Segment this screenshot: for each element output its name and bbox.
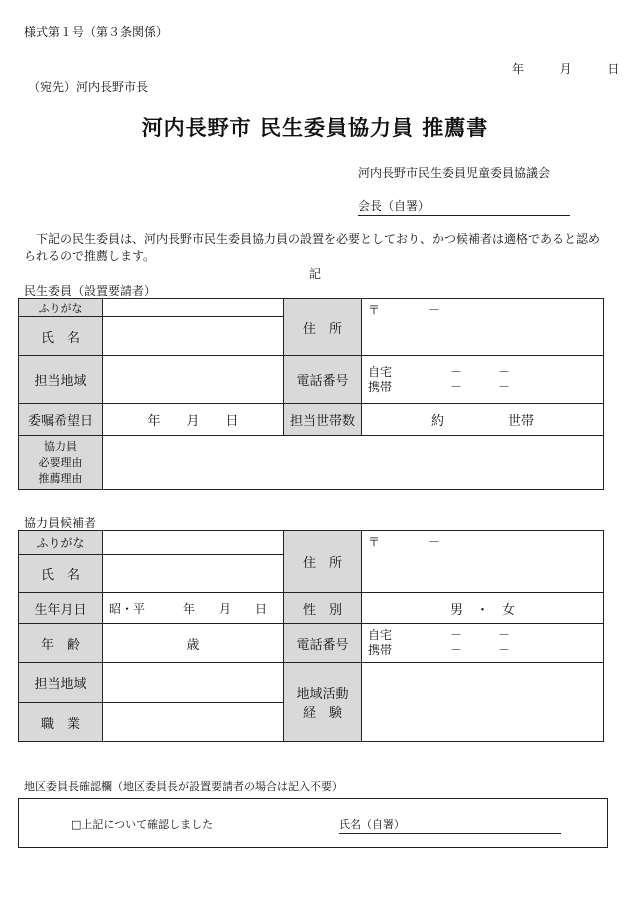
section1-heading: 民生委員（設置要請者） xyxy=(24,284,157,298)
phone-label: 電話番号 xyxy=(284,356,362,404)
candidate-furigana-label: ふりがな xyxy=(19,531,103,555)
birth-ymd: 年 月 日 xyxy=(183,601,268,616)
gender-label: 性 別 xyxy=(284,593,362,624)
home-label: 自宅 xyxy=(368,364,393,379)
gender-field[interactable]: 男 ・ 女 xyxy=(362,593,604,624)
section2-heading: 協力員候補者 xyxy=(24,516,97,530)
candidate-postal-mark: 〒 － xyxy=(368,535,441,549)
home-dashes: － － xyxy=(450,364,511,379)
section1-table xyxy=(18,298,604,490)
council-name: 河内長野市民生委員児童委員協議会 xyxy=(358,166,551,180)
date-day: 日 xyxy=(607,62,620,76)
furigana-field[interactable] xyxy=(103,299,284,317)
mobile-label: 携帯 xyxy=(368,379,393,394)
confirm-sign-line[interactable] xyxy=(339,816,561,834)
candidate-home-label: 自宅 xyxy=(368,628,393,642)
household-unit: 世帯 xyxy=(508,414,535,429)
candidate-name-label: 氏 名 xyxy=(19,555,103,593)
candidate-name-field[interactable] xyxy=(103,555,284,593)
reason-line3: 推薦理由 xyxy=(38,471,83,485)
candidate-mobile-dashes: － － xyxy=(450,643,511,657)
address-label: 住 所 xyxy=(284,299,362,356)
confirm-box xyxy=(18,798,608,848)
ki-mark: 記 xyxy=(309,267,322,281)
reason-label xyxy=(19,436,103,490)
job-field[interactable] xyxy=(103,703,284,742)
area-field[interactable] xyxy=(103,356,284,404)
activity-line2: 経 験 xyxy=(302,706,342,721)
chair-signature-line[interactable] xyxy=(358,197,570,216)
page-title: 河内長野市 民生委員協力員 推薦書 xyxy=(141,115,489,140)
candidate-mobile-label: 携帯 xyxy=(368,643,393,657)
date-month: 月 xyxy=(559,62,572,76)
birthdate-field[interactable] xyxy=(103,593,284,624)
candidate-phone-field[interactable] xyxy=(362,624,604,663)
mobile-dashes: － － xyxy=(450,379,511,394)
confirm-checkbox[interactable]: □上記について確認しました xyxy=(71,818,214,831)
reason-field[interactable] xyxy=(103,436,604,490)
activity-field[interactable] xyxy=(362,663,604,742)
recommendation-text: 下記の民生委員は、河内長野市民生委員協力員の設置を必要としており、かつ候補者は適格であると認められるので推薦します。 xyxy=(24,232,601,263)
reason-line2: 必要理由 xyxy=(38,455,83,469)
appoint-date-label: 委嘱希望日 xyxy=(19,404,103,436)
activity-label xyxy=(284,663,362,742)
addressee: （宛先）河内長野市長 xyxy=(28,80,149,94)
date-year: 年 xyxy=(512,62,525,76)
phone-field[interactable] xyxy=(362,356,604,404)
area-label: 担当地域 xyxy=(19,356,103,404)
age-label: 年 齢 xyxy=(19,624,103,663)
confirm-sign-label: 氏名（自署） xyxy=(339,818,405,831)
date-line xyxy=(512,60,619,77)
candidate-phone-label: 電話番号 xyxy=(284,624,362,663)
name-field[interactable] xyxy=(103,317,284,356)
candidate-address-label: 住 所 xyxy=(284,531,362,593)
households-label: 担当世帯数 xyxy=(284,404,362,436)
confirm-heading: 地区委員長確認欄（地区委員長が設置要請者の場合は記入不要） xyxy=(24,780,343,793)
birthdate-label: 生年月日 xyxy=(19,593,103,624)
postal-mark: 〒 － xyxy=(368,303,441,317)
candidate-area-label: 担当地域 xyxy=(19,663,103,703)
candidate-area-field[interactable] xyxy=(103,663,284,703)
furigana-label: ふりがな xyxy=(19,299,103,317)
candidate-address-field[interactable] xyxy=(362,531,604,593)
reason-line1: 協力員 xyxy=(44,439,77,453)
name-label: 氏 名 xyxy=(19,317,103,356)
activity-line1: 地域活動 xyxy=(296,687,349,702)
candidate-home-dashes: － － xyxy=(450,628,511,642)
era-label: 昭・平 xyxy=(109,601,146,616)
chair-label: 会長（自署） xyxy=(358,199,431,213)
candidate-furigana-field[interactable] xyxy=(103,531,284,555)
appoint-date-field[interactable]: 年 月 日 xyxy=(103,404,284,436)
address-field[interactable] xyxy=(362,299,604,356)
form-number: 様式第１号（第３条関係） xyxy=(24,25,169,39)
job-label: 職 業 xyxy=(19,703,103,742)
approx-label: 約 xyxy=(430,414,444,429)
age-field[interactable]: 歳 xyxy=(103,624,284,663)
households-field[interactable] xyxy=(362,404,604,436)
section2-table xyxy=(18,530,604,742)
